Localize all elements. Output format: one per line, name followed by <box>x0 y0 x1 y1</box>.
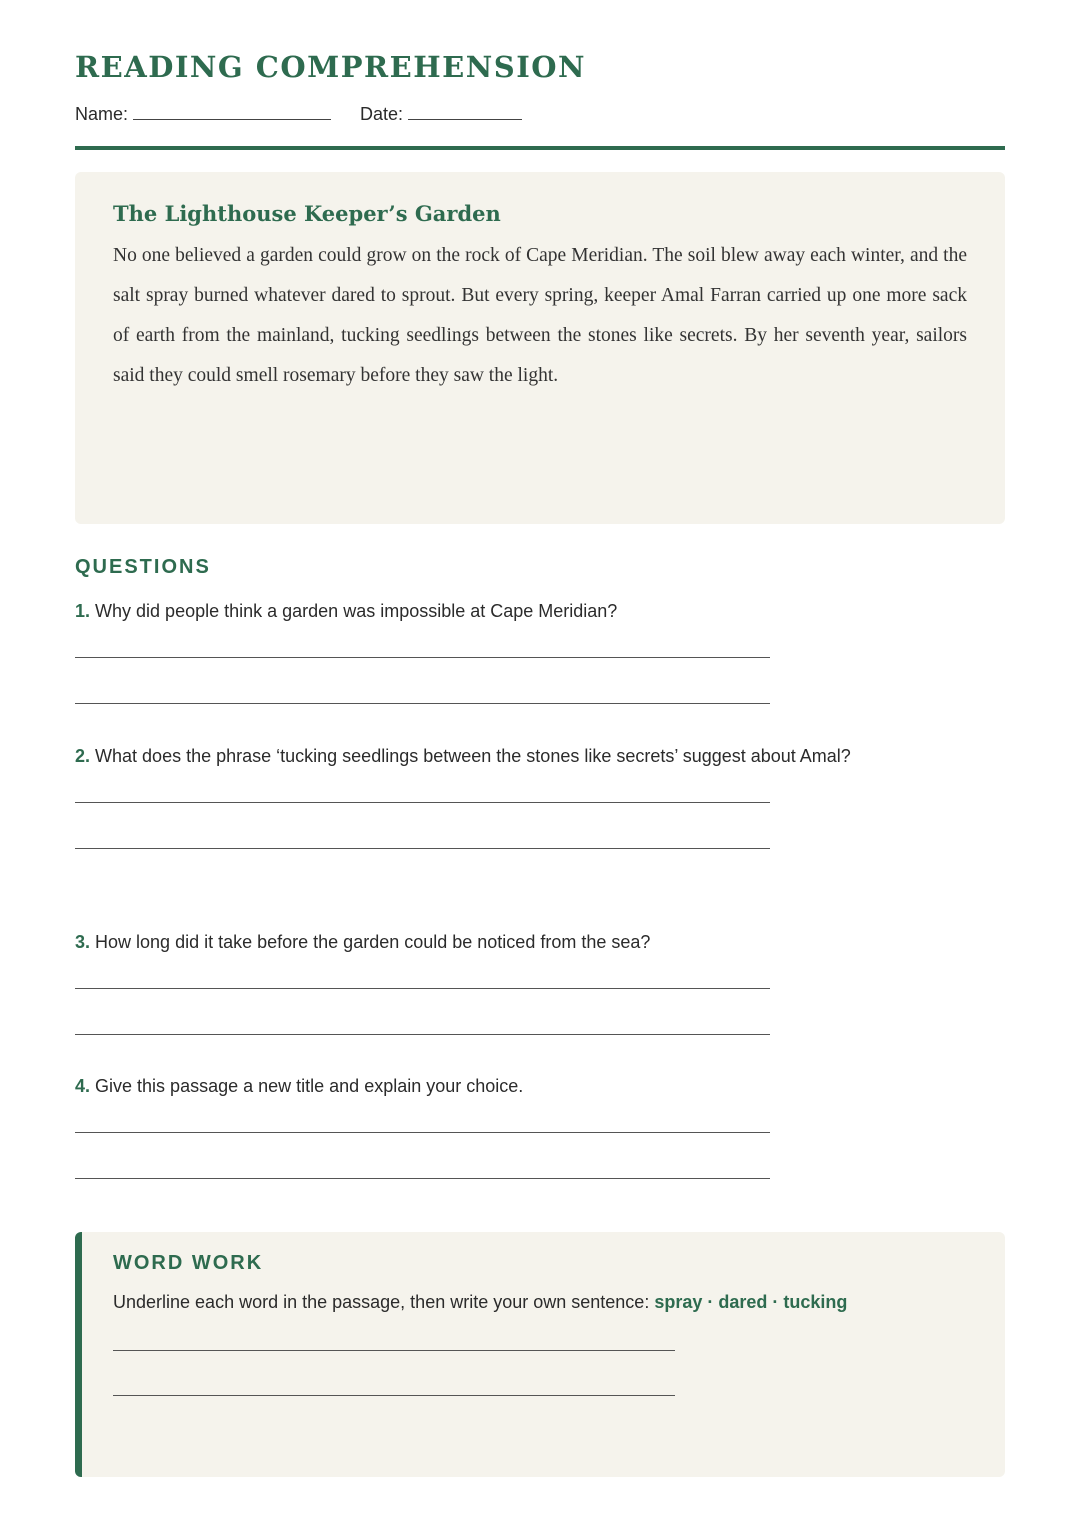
name-label: Name: <box>75 104 129 124</box>
question-2 <box>75 744 1005 768</box>
question-4-number: 4. <box>75 1076 91 1096</box>
answer-line-2b[interactable] <box>75 848 770 849</box>
question-2-text <box>75 744 1005 768</box>
word-work-heading: WORD WORK <box>113 1252 264 1274</box>
word-work-line-2[interactable] <box>113 1395 675 1396</box>
answer-line-2a[interactable] <box>75 802 770 803</box>
worksheet-title: READING COMPREHENSION <box>75 50 587 84</box>
word-work-instruction: Underline each word in the passage, then write your own sentence: <box>113 1292 650 1312</box>
answer-line-4b[interactable] <box>75 1178 770 1179</box>
answer-line-3a[interactable] <box>75 988 770 989</box>
questions-heading: QUESTIONS <box>75 556 211 578</box>
answer-line-4a[interactable] <box>75 1132 770 1133</box>
name-field[interactable] <box>133 103 331 120</box>
name-date-row <box>75 103 522 125</box>
date-label: Date: <box>360 104 404 124</box>
answer-line-1b[interactable] <box>75 703 770 704</box>
question-1-text <box>75 599 1005 623</box>
answer-line-3b[interactable] <box>75 1034 770 1035</box>
question-2-number: 2. <box>75 746 91 766</box>
question-4 <box>75 1074 1005 1098</box>
question-1 <box>75 599 1005 623</box>
worksheet-page <box>75 0 1005 1525</box>
question-4-prompt: Give this passage a new title and explain your choice. <box>95 1076 524 1096</box>
date-field[interactable] <box>408 103 522 120</box>
answer-line-1a[interactable] <box>75 657 770 658</box>
question-4-text <box>75 1074 1005 1098</box>
word-work-line-1[interactable] <box>113 1350 675 1351</box>
question-1-prompt: Why did people think a garden was impossible at Cape Meridian? <box>95 601 618 621</box>
word-work-words: spray · dared · tucking <box>654 1292 848 1312</box>
question-3-text <box>75 930 1005 954</box>
header-divider <box>75 146 1005 150</box>
passage-panel <box>75 172 1005 524</box>
passage-text: No one believed a garden could grow on the rock of Cape Meridian. The soil blew away each winter, and the salt spray burned whatever dared to sprout. But every spring, keeper Amal Farran carried up one more sack of earth from the mainland, tucking seedlings between the stones like secrets. By her seventh year, sailors said they could smell rosemary before they saw the light. <box>113 245 967 386</box>
word-work-instruction-row <box>113 1292 847 1313</box>
passage-title: The Lighthouse Keeper’s Garden <box>113 201 501 226</box>
word-work-panel <box>75 1232 1005 1477</box>
question-3-number: 3. <box>75 932 91 952</box>
question-1-number: 1. <box>75 601 91 621</box>
question-3 <box>75 930 1005 954</box>
question-2-prompt: What does the phrase ‘tucking seedlings between the stones like secrets’ suggest about Amal? <box>95 746 851 766</box>
question-3-prompt: How long did it take before the garden could be noticed from the sea? <box>95 932 651 952</box>
